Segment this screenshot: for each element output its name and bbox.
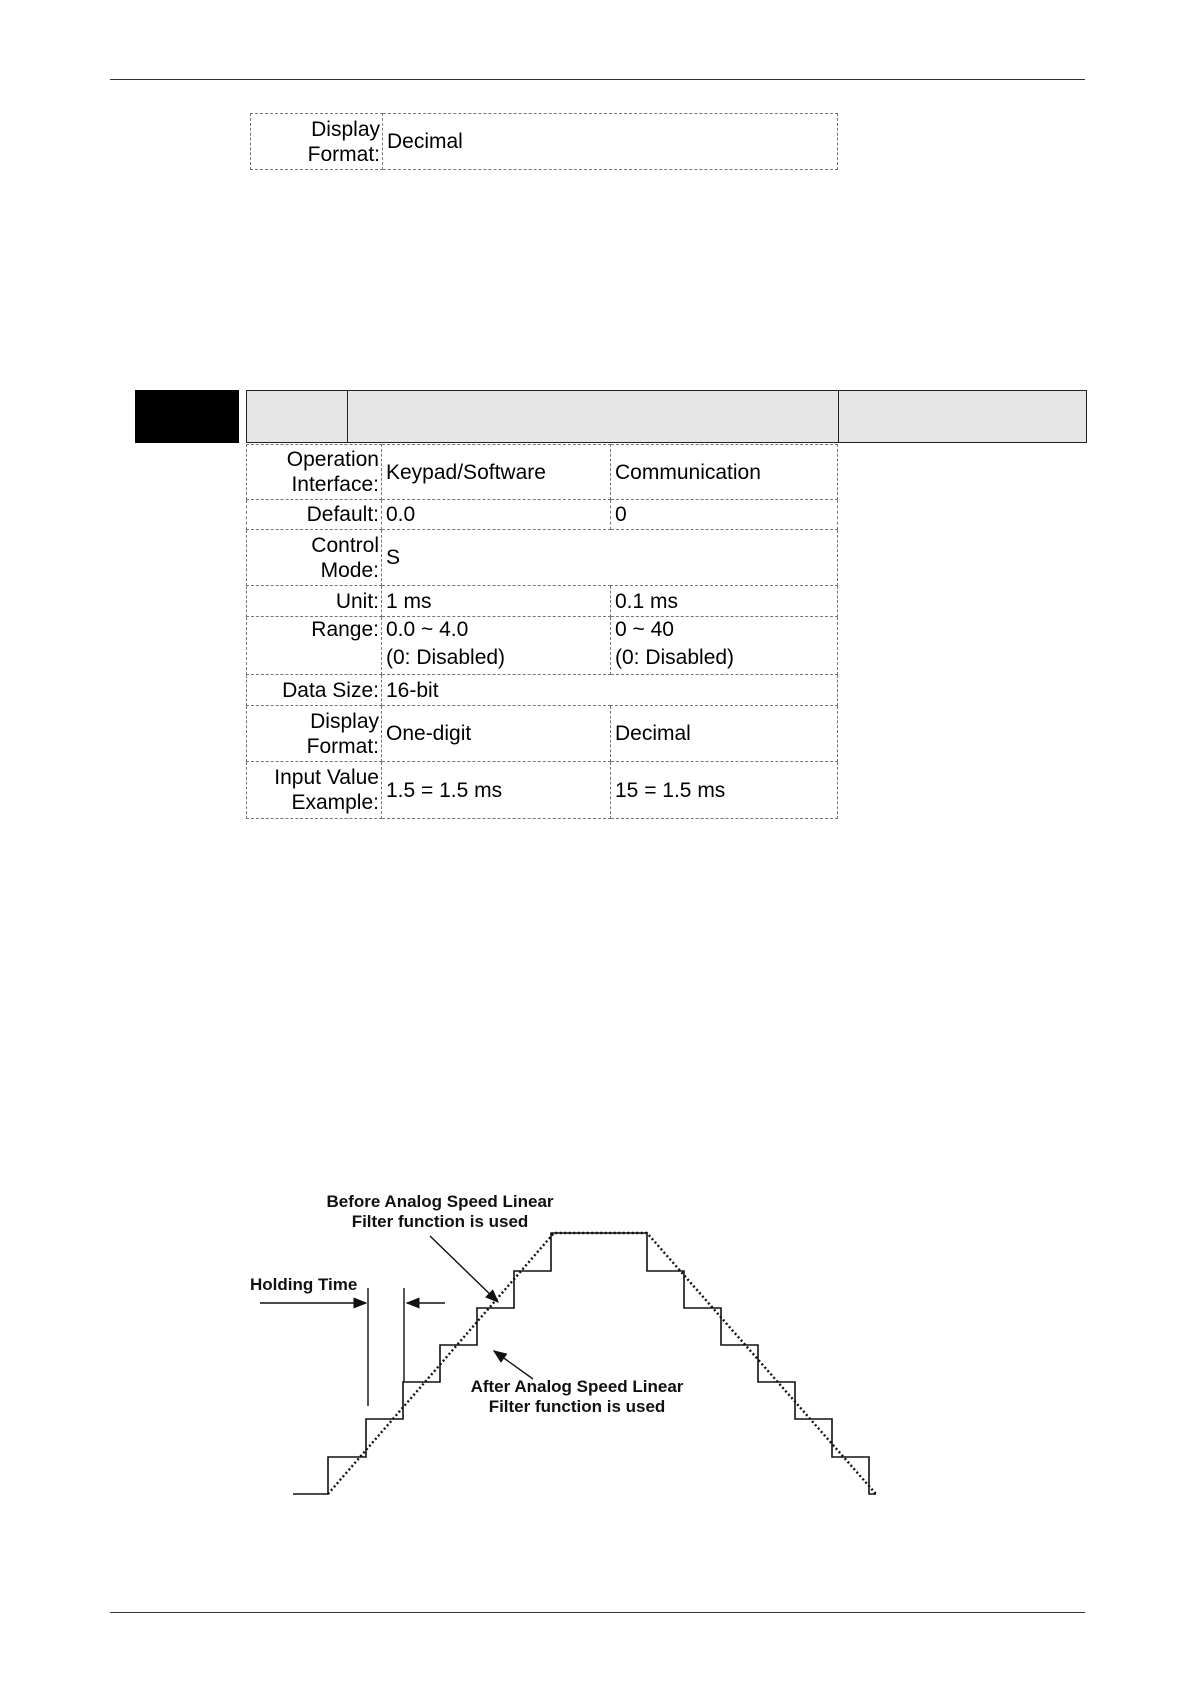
range-keypad bbox=[382, 617, 611, 675]
after-label-line2: Filter function is used bbox=[488, 1397, 666, 1416]
control-mode-label: Control Mode: bbox=[247, 530, 382, 586]
parameter-header-band bbox=[246, 390, 1087, 443]
staircase-before-curve bbox=[293, 1233, 876, 1494]
display-format-keypad: One-digit bbox=[382, 706, 611, 762]
table-row-range bbox=[247, 617, 838, 675]
display-format-label: Display Format: bbox=[251, 114, 383, 170]
table-row-input-example bbox=[247, 762, 838, 819]
data-size-value: 16-bit bbox=[382, 675, 838, 706]
linear-after-curve bbox=[328, 1233, 876, 1494]
input-example-keypad: 1.5 = 1.5 ms bbox=[382, 762, 611, 819]
keypad-software-header: Keypad/Software bbox=[382, 445, 611, 500]
table-row-default bbox=[247, 500, 838, 530]
before-label-line2: Filter function is used bbox=[351, 1212, 529, 1231]
unit-comm: 0.1 ms bbox=[611, 586, 838, 617]
input-example-label: Input Value Example: bbox=[247, 762, 382, 819]
before-label-line1: Before Analog Speed Linear bbox=[326, 1192, 554, 1211]
range-comm-line2: (0: Disabled) bbox=[615, 646, 735, 669]
operation-interface-label: Operation Interface: bbox=[247, 445, 382, 500]
table-row-data-size bbox=[247, 675, 838, 706]
table-row-unit bbox=[247, 586, 838, 617]
header-rule bbox=[110, 79, 1085, 80]
control-mode-value: S bbox=[382, 530, 838, 586]
holding-time-label: Holding Time bbox=[250, 1275, 358, 1294]
parameter-table bbox=[246, 444, 838, 819]
table-row-display-format bbox=[247, 706, 838, 762]
range-keypad-line2: (0: Disabled) bbox=[386, 646, 506, 669]
default-comm: 0 bbox=[611, 500, 838, 530]
communication-header: Communication bbox=[611, 445, 838, 500]
range-comm-line1: 0 ~ 40 bbox=[615, 618, 674, 641]
before-callout-arrow bbox=[430, 1236, 498, 1302]
table-row-control-mode bbox=[247, 530, 838, 586]
after-label-line1: After Analog Speed Linear bbox=[470, 1377, 684, 1396]
linear-filter-diagram bbox=[240, 1190, 890, 1510]
unit-keypad: 1 ms bbox=[382, 586, 611, 617]
data-size-label: Data Size: bbox=[247, 675, 382, 706]
parameter-code-block bbox=[135, 390, 239, 443]
display-format-table bbox=[250, 113, 838, 170]
display-format-label-2: Display Format: bbox=[247, 706, 382, 762]
default-keypad: 0.0 bbox=[382, 500, 611, 530]
footer-rule bbox=[110, 1612, 1085, 1613]
range-comm bbox=[611, 617, 838, 675]
range-label: Range: bbox=[247, 617, 382, 675]
table-row-operation-interface bbox=[247, 445, 838, 500]
after-callout-arrow bbox=[494, 1351, 533, 1379]
input-example-comm: 15 = 1.5 ms bbox=[611, 762, 838, 819]
unit-label: Unit: bbox=[247, 586, 382, 617]
display-format-comm: Decimal bbox=[611, 706, 838, 762]
range-keypad-line1: 0.0 ~ 4.0 bbox=[386, 618, 469, 641]
default-label: Default: bbox=[247, 500, 382, 530]
display-format-value: Decimal bbox=[383, 114, 838, 170]
